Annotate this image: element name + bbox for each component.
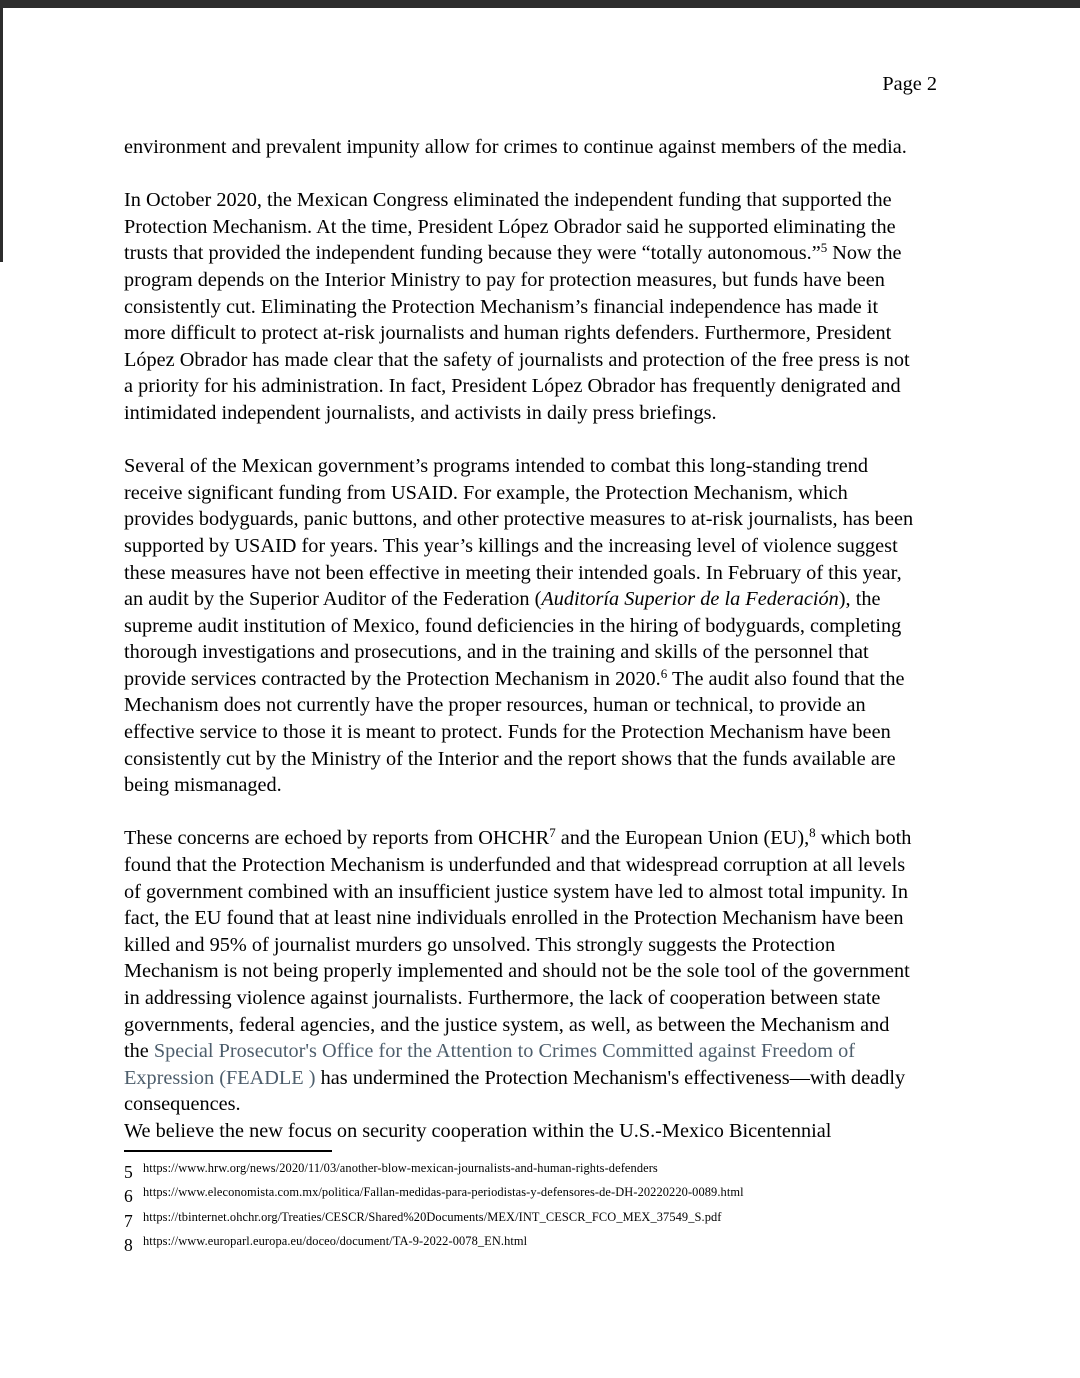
text-line bbox=[124, 1065, 960, 1092]
text-run: an audit by the Superior Auditor of the Federation ( bbox=[124, 588, 542, 611]
text-run: receive significant funding from USAID. For example, the Protection Mechanism, which bbox=[124, 481, 848, 504]
window-top-edge-bar bbox=[0, 0, 1080, 8]
text-line bbox=[124, 480, 960, 507]
footnote-url-link[interactable]: https://www.europarl.europa.eu/doceo/document/TA-9-2022-0078_EN.html bbox=[143, 1233, 528, 1248]
text-run: Mechanism does not currently have the proper resources, human or technical, to provide an bbox=[124, 694, 866, 717]
footnote-section bbox=[124, 1150, 984, 1256]
text-run: Several of the Mexican government’s programs intended to combat this long-standing trend bbox=[124, 455, 869, 478]
footnote-number: 8 bbox=[124, 1234, 133, 1255]
footnote-number: 7 bbox=[124, 1210, 133, 1231]
footnote-ref-superscript: 7 bbox=[549, 825, 556, 841]
footnote-list bbox=[124, 1159, 984, 1256]
text-line bbox=[124, 852, 960, 879]
text-run: consistently cut by the Ministry of the Interior and the report shows that the funds available are bbox=[124, 747, 896, 770]
footnote-url-link[interactable]: https://tbinternet.ohchr.org/Treaties/CESCR/Shared%20Documents/MEX/INT_CESCR_FCO_MEX_37549_S.pdf bbox=[143, 1209, 722, 1224]
text-line bbox=[124, 267, 960, 294]
text-run: found that the Protection Mechanism is underfunded and that widespread corruption at all levels bbox=[124, 854, 906, 877]
footnote-item bbox=[124, 1183, 984, 1207]
text-line bbox=[124, 240, 960, 267]
text-line bbox=[124, 1118, 960, 1145]
window-left-edge-bar bbox=[0, 0, 3, 262]
text-line bbox=[124, 932, 960, 959]
text-run: supported by USAID for years. This year’s killings and the increasing level of violence suggest bbox=[124, 534, 898, 557]
text-line bbox=[124, 666, 960, 693]
text-run: of government combined with an insufficient justice system have led to almost total impunity. In bbox=[124, 880, 909, 903]
text-line bbox=[124, 373, 960, 400]
footnote-url-link[interactable]: https://www.eleconomista.com.mx/politica/Fallan-medidas-para-periodistas-y-defensores-de-DH-20220220-0089.html bbox=[143, 1185, 744, 1200]
text-run: López Obrador has made clear that the safety of journalists and protection of the free press is not bbox=[124, 348, 910, 371]
footnote-item bbox=[124, 1208, 984, 1232]
footnote-ref-superscript: 5 bbox=[820, 240, 828, 256]
footnote-ref-superscript: 8 bbox=[809, 825, 816, 841]
text-line bbox=[124, 1038, 960, 1065]
text-line bbox=[124, 187, 960, 214]
text-line bbox=[124, 1091, 960, 1118]
feadle-link-text[interactable]: Special Prosecutor's Office for the Attention to Crimes Committed against Freedom of bbox=[153, 1040, 856, 1063]
text-run: intimidated independent journalists, and activists in daily press briefings. bbox=[124, 401, 717, 424]
text-run: Mechanism is not being properly implemented and should not be the sole tool of the government bbox=[124, 960, 910, 983]
text-run: killed and 95% of journalist murders go unsolved. This strongly suggests the Protection bbox=[124, 933, 836, 956]
paragraph bbox=[124, 453, 960, 799]
text-run: consequences. bbox=[124, 1093, 241, 1116]
text-line bbox=[124, 347, 960, 374]
paragraph bbox=[124, 134, 960, 161]
text-line bbox=[124, 985, 960, 1012]
text-run: In October 2020, the Mexican Congress eliminated the independent funding that supported the bbox=[124, 189, 892, 212]
text-line bbox=[124, 825, 960, 852]
text-run: governments, federal agencies, and the justice system, as well, as between the Mechanism and bbox=[124, 1013, 890, 1036]
text-line bbox=[124, 746, 960, 773]
text-line bbox=[124, 958, 960, 985]
text-run: ), the bbox=[838, 588, 881, 611]
text-line bbox=[124, 294, 960, 321]
text-line bbox=[124, 400, 960, 427]
paragraph bbox=[124, 825, 960, 1144]
text-run: provide services contracted by the Protection Mechanism in 2020. bbox=[124, 667, 661, 690]
footnote-item bbox=[124, 1159, 984, 1183]
paragraph bbox=[124, 187, 960, 426]
text-run: in addressing violence against journalists. Furthermore, the lack of cooperation between state bbox=[124, 987, 881, 1009]
text-line bbox=[124, 134, 960, 161]
text-run: environment and prevalent impunity allow for crimes to continue against members of the media. bbox=[124, 136, 907, 158]
text-run: consistently cut. Eliminating the Protection Mechanism’s financial independence has made it bbox=[124, 295, 879, 318]
text-run: The audit also found that the bbox=[667, 667, 905, 690]
text-line bbox=[124, 214, 960, 241]
text-line bbox=[124, 639, 960, 666]
text-line bbox=[124, 320, 960, 347]
footnote-number: 6 bbox=[124, 1186, 133, 1207]
feadle-link-text[interactable]: Expression (FEADLE ) bbox=[124, 1066, 316, 1089]
page-number: Page 2 bbox=[882, 73, 937, 95]
text-line bbox=[124, 905, 960, 932]
text-line bbox=[124, 692, 960, 719]
text-run: fact, the EU found that at least nine individuals enrolled in the Protection Mechanism have been bbox=[124, 907, 904, 930]
text-run: supreme audit institution of Mexico, found deficiencies in the hiring of bodyguards, completing bbox=[124, 614, 902, 637]
footnote-separator bbox=[124, 1150, 332, 1152]
text-line bbox=[124, 506, 960, 533]
text-run: and the European Union (EU), bbox=[555, 827, 810, 850]
text-line bbox=[124, 560, 960, 587]
footnote-item bbox=[124, 1232, 984, 1256]
text-run: a priority for his administration. In fact, President López Obrador has frequently denigrated and bbox=[124, 375, 901, 398]
text-run: the bbox=[124, 1040, 154, 1063]
text-line bbox=[124, 533, 960, 560]
text-line bbox=[124, 586, 960, 613]
text-run: Now the bbox=[827, 242, 902, 265]
text-run: provides bodyguards, panic buttons, and other protective measures to at-risk journalists, has been bbox=[124, 508, 914, 531]
text-run: being mismanaged. bbox=[124, 774, 282, 797]
text-line bbox=[124, 1012, 960, 1039]
text-line bbox=[124, 613, 960, 640]
text-line bbox=[124, 453, 960, 480]
text-run: effective service to those it is meant to protect. Funds for the Protection Mechanism have been bbox=[124, 721, 891, 744]
footnote-url-link[interactable]: https://www.hrw.org/news/2020/11/03/another-blow-mexican-journalists-and-human-rights-defenders bbox=[143, 1161, 658, 1175]
text-run: has undermined the Protection Mechanism's effectiveness—with deadly bbox=[315, 1066, 906, 1089]
text-line bbox=[124, 719, 960, 746]
italic-text: Auditoría Superior de la Federación bbox=[541, 588, 839, 611]
text-run: thorough investigations and prosecutions, and in the training and skills of the personnel that bbox=[124, 641, 869, 664]
footnote-number: 5 bbox=[124, 1162, 133, 1182]
text-run: program depends on the Interior Ministry to pay for protection measures, but funds have been bbox=[124, 268, 885, 291]
text-run: These concerns are echoed by reports from OHCHR bbox=[124, 827, 550, 850]
text-run: more difficult to protect at-risk journalists and human rights defenders. Furthermore, President bbox=[124, 322, 892, 345]
text-run: We believe the new focus on security cooperation within the U.S.-Mexico Bicentennial bbox=[124, 1119, 832, 1142]
text-run: these measures have not been effective in meeting their intended goals. In February of this year, bbox=[124, 561, 902, 584]
text-line bbox=[124, 772, 960, 799]
text-run: which both bbox=[815, 827, 912, 850]
text-run: trusts that provided the independent funding because they were “totally autonomous.” bbox=[124, 242, 821, 265]
footnote-ref-superscript: 6 bbox=[660, 665, 668, 681]
text-line bbox=[124, 879, 960, 906]
text-run: Protection Mechanism. At the time, President López Obrador said he supported eliminating the bbox=[124, 215, 896, 238]
document-body bbox=[124, 134, 960, 1171]
